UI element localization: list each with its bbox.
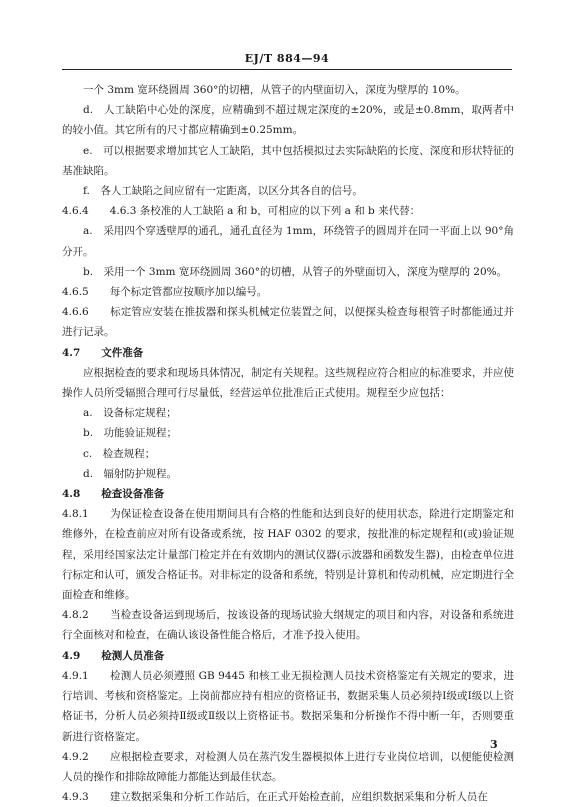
section-heading-4-8: 4.8 检查设备准备	[62, 488, 165, 501]
header-rule	[62, 69, 512, 70]
clause-4-6-5: 4.6.5 每个标定管都应按顺序加以编号。	[62, 286, 268, 299]
clause-4-6-6: 4.6.6 标定管应安装在推拔器和探头机械定位装置之间，以便探头检查每根管子时都能通过并进行记录。	[62, 306, 514, 339]
clause-4-6-4: 4.6.4 4.6.3 条校准的人工缺陷 a 和 b，可相应的以下列 a 和 b 来代替：	[62, 205, 421, 218]
section-heading-4-7: 4.7 文件准备	[62, 346, 144, 359]
list-item-c: c. 检查规程；	[83, 447, 156, 460]
paragraph-procedures: 应根据检查的要求和现场具体情况，制定有关规程。这些规程应符合相应的标准要求，并应使操作人员所受辐照合理可行尽量低，经营运单位批准后正式使用。规程至少应包括：	[62, 366, 514, 400]
clause-4-9-3: 4.9.3 建立数据采集和分析工作站后，在正式开始检查前，应组织数据采集和分析人员在	[62, 791, 488, 804]
paragraph-b-groove: b. 采用一个 3mm 宽环绕圆周 360°的切槽，从管子的外壁面切入，深度为壁厚的 20%。	[83, 265, 508, 278]
list-item-a: a. 设备标定规程；	[83, 407, 177, 420]
paragraph-a-holes: a. 采用四个穿透壁厚的通孔，通孔直径为 1mm，环绕管子的圆周并在同一平面上以 90°角分开。	[62, 225, 514, 258]
paragraph-e: e. 可以根据要求增加其它人工缺陷，其中包括模拟过去实际缺陷的长度、深度和形状特征的基准缺陷。	[62, 144, 514, 177]
clause-4-8-2: 4.8.2 当检查设备运到现场后，按该设备的现场试验大纲规定的项目和内容，对设备和系统进行全面核对和检查，在确认该设备性能合格后，才准予投入使用。	[62, 609, 514, 642]
paragraph-c: 一个 3mm 宽环绕圆周 360°的切槽，从管子的内壁面切入，深度为壁厚的 10%。	[83, 84, 466, 96]
section-heading-4-9: 4.9 检测人员准备	[62, 649, 165, 662]
paragraph-f: f. 各人工缺陷之间应留有一定距离，以区分其各自的信号。	[83, 185, 363, 198]
page-number: 3	[490, 738, 498, 751]
document-header: EJ/T 884—94	[244, 52, 330, 65]
clause-4-9-1: 4.9.1 检测人员必须遵照 GB 9445 和核工业无损检测人员技术资格鉴定有关规定的要求，进行培训、考核和资格鉴定。上岗前都应持有相应的资格证书，数据采集人员必须持Ⅰ级或Ⅰ级以上资格证书，分析人员必须持Ⅱ级或Ⅱ级以上资格证书。数据采集和分析操作不得中断一年，否则要重新进行资格鉴定。	[62, 669, 514, 743]
list-item-b: b. 功能验证规程；	[83, 427, 178, 440]
document-body	[62, 80, 514, 807]
clause-4-8-1: 4.8.1 为保证检查设备在使用期间具有合格的性能和达到良好的使用状态，除进行定期鉴定和维修外，在检查前应对所有设备或系统，按 HAF 0302 的要求，按批准的标定规程和(或)验证规程，采用经国家法定计量部门检定并在有效期内的测试仪器(示波器和函数发生器)，由检查单位进行标定和认可，颁发合格证书。对非标定的设备和系统，特别是计算机和传动机械，应定期进行全面检查和维修。	[62, 508, 514, 602]
clause-4-9-2: 4.9.2 应根据检查要求，对检测人员在蒸汽发生器模拟体上进行专业岗位培训，以便能使检测人员的操作和排除故障能力都能达到最佳状态。	[62, 750, 514, 783]
paragraph-d: d. 人工缺陷中心处的深度，应精确到不超过规定深度的±20%，或是±0.8mm，取两者中的较小值。其它所有的尺寸都应精确到±0.25mm。	[62, 104, 514, 137]
list-item-d: d. 辐射防护规程。	[83, 467, 178, 480]
